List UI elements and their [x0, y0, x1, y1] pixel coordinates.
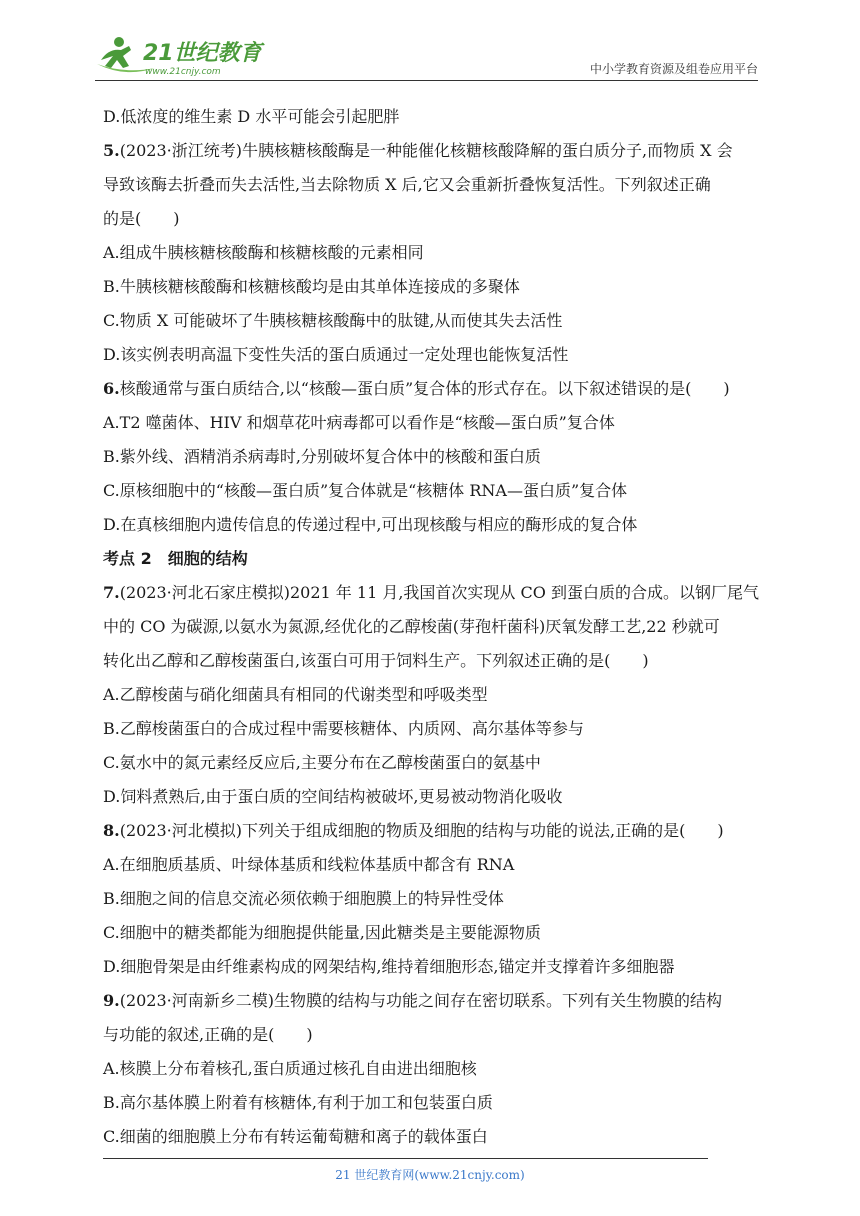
question-source: (2023·浙江统考) — [119, 141, 242, 160]
text-line: B.高尔基体膜上附着有核糖体,有利于加工和包装蛋白质 — [103, 1093, 493, 1112]
text-line: C.细胞中的糖类都能为细胞提供能量,因此糖类是主要能源物质 — [103, 923, 541, 942]
text-line: B.细胞之间的信息交流必须依赖于细胞膜上的特异性受体 — [103, 889, 504, 908]
text-line: D.在真核细胞内遗传信息的传递过程中,可出现核酸与相应的酶形成的复合体 — [103, 515, 638, 534]
text-line: A.组成牛胰核糖核酸酶和核糖核酸的元素相同 — [103, 243, 424, 262]
question-stem — [103, 372, 763, 406]
text-line: C.物质 X 可能破坏了牛胰核糖核酸酶中的肽键,从而使其失去活性 — [103, 311, 563, 330]
question-text: 下列关于组成细胞的物质及细胞的结构与功能的说法,正确的是( ) — [242, 821, 724, 840]
text-line: B.紫外线、酒精消杀病毒时,分别破坏复合体中的核酸和蛋白质 — [103, 447, 541, 466]
text-line: D.饲料煮熟后,由于蛋白质的空间结构被破坏,更易被动物消化吸收 — [103, 787, 563, 806]
logo-url: www.21cnjy.com — [145, 67, 221, 77]
question-number: 5. — [103, 141, 120, 160]
question-number: 9. — [103, 991, 120, 1010]
text-line: 与功能的叙述,正确的是( ) — [103, 1025, 313, 1044]
logo-text: 21世纪教育 — [143, 41, 262, 66]
text-line: A.T2 噬菌体、HIV 和烟草花叶病毒都可以看作是“核酸—蛋白质”复合体 — [103, 413, 615, 432]
text-line: C.氨水中的氮元素经反应后,主要分布在乙醇梭菌蛋白的氨基中 — [103, 753, 541, 772]
platform-name: 中小学教育资源及组卷应用平台 — [589, 62, 758, 76]
question-number: 8. — [103, 821, 120, 840]
question-stem — [103, 984, 763, 1018]
question-source: (2023·河南新乡二模) — [119, 991, 274, 1010]
text-line: D.低浓度的维生素 D 水平可能会引起肥胖 — [103, 107, 400, 126]
page-header — [0, 0, 860, 80]
text-line: D.该实例表明高温下变性失活的蛋白质通过一定处理也能恢复活性 — [103, 345, 569, 364]
question-content — [103, 100, 763, 1154]
footer-text: 21 世纪教育网(www.21cnjy.com) — [335, 1168, 525, 1182]
text-line: B.牛胰核糖核酸酶和核糖核酸均是由其单体连接成的多聚体 — [103, 277, 520, 296]
logo — [95, 34, 265, 78]
question-text: 核酸通常与蛋白质结合,以“核酸—蛋白质”复合体的形式存在。以下叙述错误的是( ) — [119, 379, 730, 398]
question-stem — [103, 576, 763, 610]
section-heading: 考点 2 细胞的结构 — [103, 549, 248, 568]
question-number: 6. — [103, 379, 120, 398]
text-line: 的是( ) — [103, 209, 180, 228]
question-text: 2021 年 11 月,我国首次实现从 CO 到蛋白质的合成。以钢厂尾气 — [290, 583, 759, 602]
text-line: 中的 CO 为碳源,以氨水为氮源,经优化的乙醇梭菌(芽孢杆菌科)厌氧发酵工艺,22 秒就可 — [103, 617, 720, 636]
question-number: 7. — [103, 583, 120, 602]
text-line: A.在细胞质基质、叶绿体基质和线粒体基质中都含有 RNA — [103, 855, 515, 874]
text-line: A.乙醇梭菌与硝化细菌具有相同的代谢类型和呼吸类型 — [103, 685, 488, 704]
text-line: C.原核细胞中的“核酸—蛋白质”复合体就是“核糖体 RNA—蛋白质”复合体 — [103, 481, 628, 500]
question-stem — [103, 134, 763, 168]
text-line: B.乙醇梭菌蛋白的合成过程中需要核糖体、内质网、高尔基体等参与 — [103, 719, 584, 738]
text-line: 转化出乙醇和乙醇梭菌蛋白,该蛋白可用于饲料生产。下列叙述正确的是( ) — [103, 651, 649, 670]
footer-divider — [103, 1158, 708, 1159]
text-line: 导致该酶去折叠而失去活性,当去除物质 X 后,它又会重新折叠恢复活性。下列叙述正确 — [103, 175, 711, 194]
question-text: 生物膜的结构与功能之间存在密切联系。下列有关生物膜的结构 — [274, 991, 723, 1010]
question-stem — [103, 814, 763, 848]
question-source: (2023·河北石家庄模拟) — [119, 583, 290, 602]
question-text: 牛胰核糖核酸酶是一种能催化核糖核酸降解的蛋白质分子,而物质 X 会 — [242, 141, 733, 160]
text-line: A.核膜上分布着核孔,蛋白质通过核孔自由进出细胞核 — [103, 1059, 477, 1078]
question-source: (2023·河北模拟) — [119, 821, 242, 840]
text-line: C.细菌的细胞膜上分布有转运葡萄糖和离子的载体蛋白 — [103, 1127, 488, 1146]
text-line: D.细胞骨架是由纤维素构成的网架结构,维持着细胞形态,锚定并支撑着许多细胞器 — [103, 957, 675, 976]
header-divider — [95, 80, 758, 81]
